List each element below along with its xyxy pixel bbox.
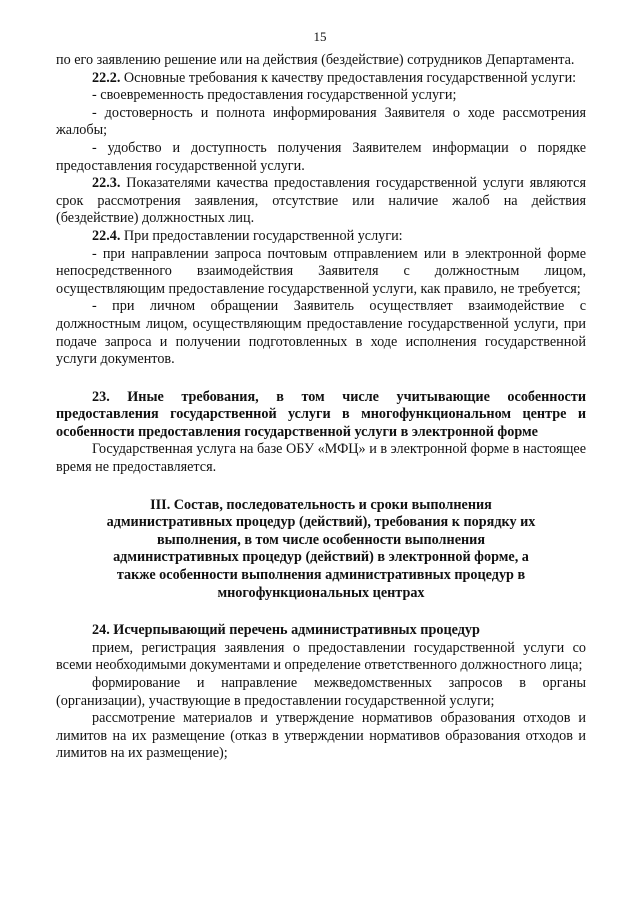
chapter-heading-iii: III. Состав, последовательность и сроки выполнения административных процедур (действий), требования к порядку их выполнения, в том числе особенности выполнения административных процедур (действий) в электронной форме, а также особенности выполнения административных процедур в многофункциональных центрах: [106, 496, 536, 601]
spacer: [56, 369, 586, 389]
document-body: [56, 52, 586, 763]
section-heading-23: 23. Иные требования, в том числе учитывающие особенности предоставления государственной услуги в многофункциональном центре и особенности предоставления государственной услуги в электронной форме: [56, 388, 586, 440]
clause-number: 22.3.: [92, 175, 121, 192]
list-item: - достоверность и полнота информирования Заявителя о ходе рассмотрения жалобы;: [56, 104, 586, 139]
spacer: [56, 602, 586, 622]
list-item: - при направлении запроса почтовым отправлением или в электронной форме непосредственного взаимодействия Заявителя с должностным лицом, осуществляющим предоставление государственной услуги, как правило, не требуется;: [56, 245, 586, 297]
procedure-item: рассмотрение материалов и утверждение нормативов образования отходов и лимитов на их размещение (отказ в утверждении нормативов образования отходов и лимитов на их размещение);: [56, 710, 586, 762]
paragraph-text: При предоставлении государственной услуги:: [123, 227, 403, 244]
list-item: - удобство и доступность получения Заявителем информации о порядке предоставления государственной услуги.: [56, 139, 586, 174]
procedure-item: формирование и направление межведомственных запросов в органы (организации), участвующие в предоставлении государственной услуги;: [56, 675, 586, 709]
paragraph-mfc: Государственная услуга на базе ОБУ «МФЦ» и в электронной форме в настоящее время не предоставляется.: [56, 441, 586, 476]
spacer: [56, 477, 586, 497]
paragraph-22-2: [56, 70, 586, 88]
paragraph-text: Показателями качества предоставления государственной услуги являются срок рассмотрения заявления, отсутствие или наличие жалоб на действия (бездействие) должностных лиц.: [56, 175, 587, 227]
page-number: 15: [313, 29, 327, 44]
paragraph-text: Основные требования к качеству предоставления государственной услуги:: [123, 69, 577, 86]
list-item: - своевременность предоставления государственной услуги;: [92, 87, 457, 104]
clause-number: 22.4.: [92, 227, 121, 244]
procedure-item: прием, регистрация заявления о предоставлении государственной услуги со всеми необходимыми документами и определение ответственного должностного лица;: [56, 639, 586, 674]
paragraph-continuation: по его заявлению решение или на действия (бездействие) сотрудников Департамента.: [56, 52, 575, 68]
paragraph-22-3: [56, 175, 586, 228]
section-heading-24: 24. Исчерпывающий перечень административных процедур: [92, 622, 480, 639]
paragraph-22-4: [56, 228, 586, 246]
list-item: - при личном обращении Заявитель осуществляет взаимодействие с должностным лицом, осуществляющим предоставление государственной услуги, при подаче запроса и получении подготовленных в ходе исполнения государственной услуги документов.: [56, 298, 586, 368]
clause-number: 22.2.: [92, 69, 121, 86]
